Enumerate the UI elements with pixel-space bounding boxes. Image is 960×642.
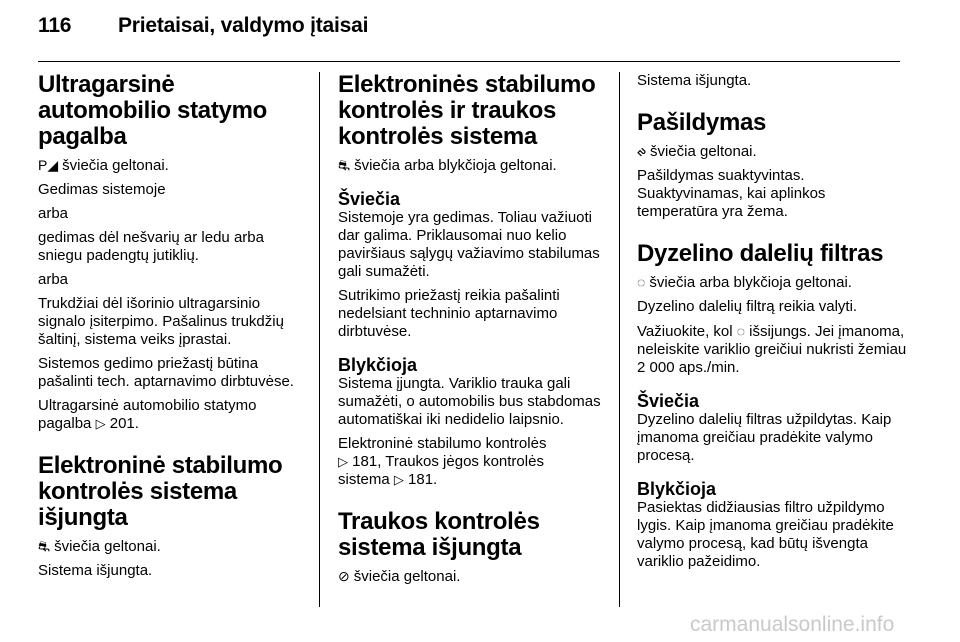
column-divider (619, 72, 620, 607)
paragraph: Sutrikimo priežastį reikia pašalinti nedelsiant techninio aptarnavimo dirbtuvėse. (338, 287, 560, 340)
paragraph: Dyzelino dalelių filtras užpildytas. Kaip įmanoma greičiau pradėkite valymo procesą. (637, 411, 892, 464)
paragraph (338, 156, 608, 175)
subheading: Blykčioja (338, 355, 418, 375)
esc-icon: ⛐ (338, 157, 351, 173)
subheading: Šviečia (637, 391, 700, 411)
paragraph-text: išsijungs. Jei įmanoma, neleiskite variklio greičiui nukristi žemiau 2 000 aps./min. (637, 323, 907, 376)
section-heading: Pašildymas (637, 109, 767, 136)
paragraph-text: šviečia arba blykčioja geltonai. (649, 274, 852, 291)
paragraph (637, 142, 907, 161)
paragraph (637, 273, 907, 292)
paragraph-text: šviečia geltonai. (353, 568, 461, 585)
paragraph: Pasiektas didžiausias filtro užpildymo lygis. Kaip įmanoma greičiau pradėkite valymo procesą, kad būtų išvengta variklio pažeidimo. (637, 499, 894, 570)
watermark: carmanualsonline.info (690, 613, 895, 636)
paragraph (338, 435, 608, 489)
page-reference[interactable]: 201. (109, 415, 139, 432)
paragraph-text: šviečia geltonai. (54, 538, 161, 555)
page-reference[interactable]: 181, Traukos jėgos kontrolės (352, 453, 544, 470)
paragraph-text: Važiuokite, kol (637, 323, 733, 340)
esc-off-icon: ⛐ (38, 538, 51, 554)
column-2 (338, 72, 608, 592)
page-header (38, 14, 368, 38)
paragraph (338, 567, 608, 586)
dpf-icon: ◌ (736, 323, 746, 339)
column-1 (38, 72, 308, 586)
subheading: Blykčioja (637, 479, 717, 499)
preheat-coil-icon: ᰊ (637, 143, 646, 159)
dpf-icon: ◌ (637, 274, 646, 290)
paragraph-text: Elektroninė stabilumo kontrolės (338, 435, 547, 452)
tc-off-icon: ⊘ (338, 568, 350, 584)
reference-arrow-icon: ▷ (338, 454, 348, 469)
paragraph: Sistema įjungta. Variklio trauka gali sumažėti, o automobilis bus stabdomas automatiškai iki nedidelio laipsnio. (338, 375, 601, 428)
paragraph: Pašildymas suaktyvintas. Suaktyvinamas, kai aplinkos temperatūra yra žema. (637, 167, 826, 220)
header-divider (38, 61, 900, 62)
reference-arrow-icon: ▷ (95, 416, 106, 431)
paragraph (38, 156, 308, 175)
section-heading: Elektroninė stabilumo kontrolės sistema išjungta (38, 452, 283, 531)
paragraph-text: Ultragarsinė automobilio statymo pagalba (38, 397, 257, 432)
paragraph (38, 397, 308, 433)
paragraph: gedimas dėl nešvarių ar ledu arba sniegu padengtų jutiklių. (38, 229, 264, 264)
section-heading: Elektroninės stabilumo kontrolės ir traukos kontrolės sistema (338, 71, 596, 150)
page-title: Prietaisai, valdymo įtaisai (118, 14, 369, 37)
paragraph-text: šviečia geltonai. (62, 157, 169, 174)
paragraph-text: šviečia geltonai. (649, 143, 757, 160)
paragraph: Trukdžiai dėl išorinio ultragarsinio signalo įsiterpimo. Pašalinus trukdžių šaltinį, sistema veiks įprastai. (38, 295, 284, 348)
paragraph (38, 537, 308, 556)
page-reference[interactable]: 181. (408, 471, 438, 488)
paragraph: Sistemos gedimo priežastį būtina pašalinti tech. aptarnavimo dirbtuvėse. (38, 355, 294, 390)
column-divider (319, 72, 320, 607)
paragraph: Sistema išjungta. (38, 562, 153, 579)
page-number: 116 (38, 14, 72, 37)
reference-arrow-icon: ▷ (393, 472, 404, 487)
section-heading: Traukos kontrolės sistema išjungta (338, 508, 540, 561)
paragraph-text: šviečia arba blykčioja geltonai. (354, 157, 557, 174)
section-heading: Dyzelino dalelių filtras (637, 240, 884, 267)
paragraph: Sistema išjungta. (637, 72, 752, 89)
paragraph (637, 322, 907, 377)
parking-assist-icon: P◢ (38, 157, 59, 173)
paragraph: Dyzelino dalelių filtrą reikia valyti. (637, 298, 858, 315)
subheading: Šviečia (338, 189, 401, 209)
column-3 (637, 72, 907, 577)
paragraph: Gedimas sistemoje (38, 181, 166, 198)
paragraph: Sistemoje yra gedimas. Toliau važiuoti dar galima. Priklausomai nuo kelio paviršiaus sąlygų važiavimo stabilumas gali sumažėti. (338, 209, 600, 280)
paragraph: arba (38, 271, 69, 288)
paragraph: arba (38, 205, 69, 222)
section-heading: Ultragarsinė automobilio statymo pagalba (38, 71, 267, 150)
paragraph-text: sistema (338, 471, 390, 488)
